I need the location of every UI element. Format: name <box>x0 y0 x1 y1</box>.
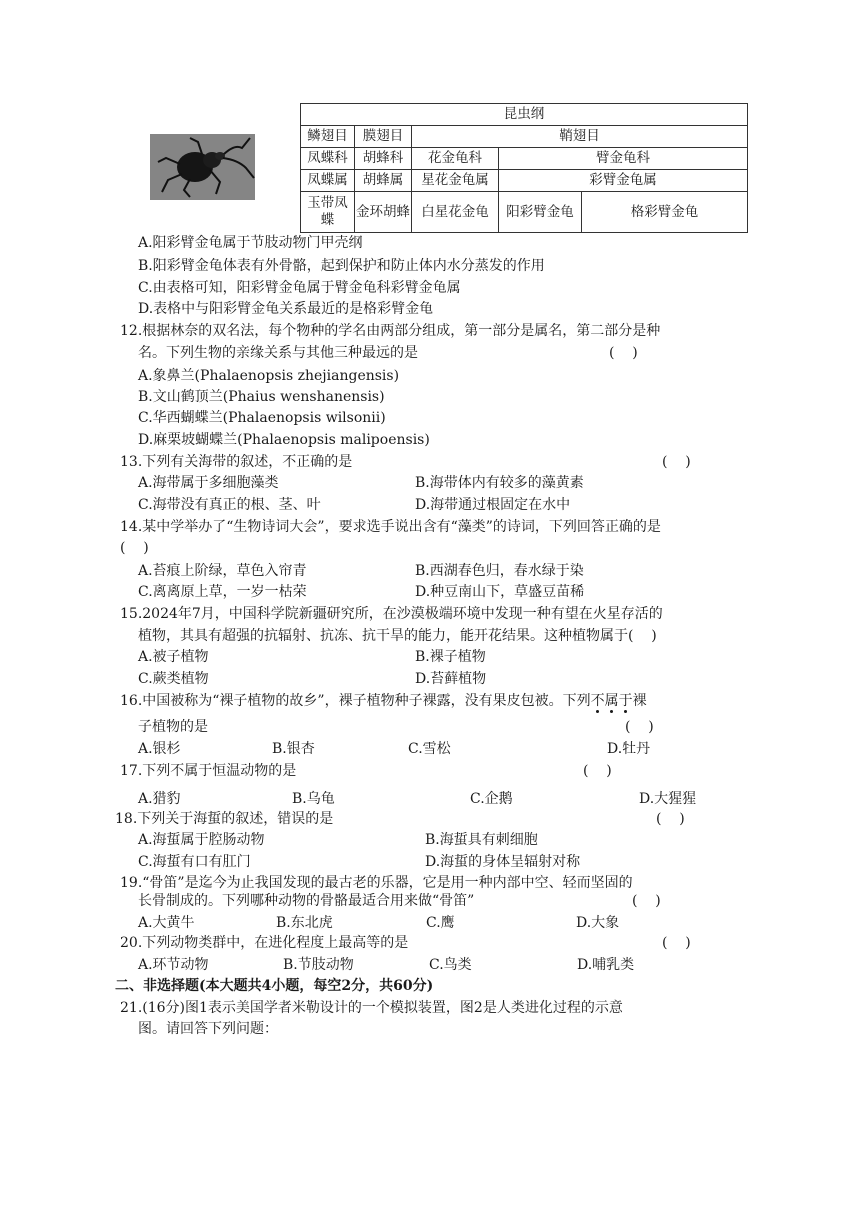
q16-stem-suffix: 裸 <box>632 693 647 709</box>
q19-answer-paren: ( ) <box>632 893 661 909</box>
q19-option-c: C.鹰 <box>426 915 455 931</box>
q20-option-d: D.哺乳类 <box>577 957 635 973</box>
beetle-image <box>150 134 255 200</box>
q16-emphasis <box>591 693 633 709</box>
q16-option-b: B.银杏 <box>272 741 315 757</box>
table-family-cell: 凤蝶科 <box>301 148 355 170</box>
q17-option-c: C.企鹅 <box>470 791 513 807</box>
q18-option-d: D.海蜇的身体呈辐射对称 <box>425 854 581 870</box>
q18-answer-paren: ( ) <box>656 811 685 827</box>
table-genus-cell: 彩臂金龟属 <box>499 170 748 192</box>
beetle-photo <box>150 134 255 200</box>
q20-stem: 20.下列动物类群中，在进化程度上最高等的是 <box>120 935 409 951</box>
q19-option-a: A.大黄牛 <box>138 915 195 931</box>
q15-option-c: C.蕨类植物 <box>138 671 209 687</box>
emphasis-dot-char: 于 <box>618 693 633 709</box>
q16-answer-paren: ( ) <box>625 719 654 735</box>
q11-option-d: D.表格中与阳彩臂金龟关系最近的是格彩臂金龟 <box>138 301 434 317</box>
q19-stem-line1: 19.“骨笛”是迄今为止我国发现的最古老的乐器，它是用一种内部中空、轻而坚固的 <box>120 875 633 891</box>
emphasis-dot-char: 属 <box>604 693 619 709</box>
q12-option-d: D.麻栗坡蝴蝶兰(Phalaenopsis malipoensis) <box>138 432 430 448</box>
q17-stem: 17.下列不属于恒温动物的是 <box>120 763 297 779</box>
table-genus-cell: 星花金龟属 <box>412 170 499 192</box>
q14-stem: 14.某中学举办了“生物诗词大会”，要求选手说出含有“藻类”的诗词，下列回答正确的是 <box>120 519 661 535</box>
q20-option-a: A.环节动物 <box>138 957 209 973</box>
q19-stem-line2: 长骨制成的。下列哪种动物的骨骼最适合用来做“骨笛” <box>138 893 475 909</box>
table-order-cell: 膜翅目 <box>355 126 412 148</box>
q17-option-b: B.乌龟 <box>292 791 335 807</box>
q12-stem-line2: 名。下列生物的亲缘关系与其他三种最远的是 <box>138 345 418 361</box>
q16-option-c: C.雪松 <box>408 741 451 757</box>
q12-option-b: B.文山鹤顶兰(Phaius wenshanensis) <box>138 389 385 405</box>
table-family-cell: 花金龟科 <box>412 148 499 170</box>
q12-option-c: C.华西蝴蝶兰(Phalaenopsis wilsonii) <box>138 410 386 426</box>
q14-answer-paren: ( ) <box>120 540 149 556</box>
q20-option-b: B.节肢动物 <box>283 957 354 973</box>
q15-option-a: A.被子植物 <box>138 649 209 665</box>
q17-option-a: A.猎豹 <box>138 791 181 807</box>
q16-stem-line2: 子植物的是 <box>138 719 208 735</box>
q13-option-b: B.海带体内有较多的藻黄素 <box>415 475 584 491</box>
q21-line2: 图。请回答下列问题： <box>138 1021 278 1037</box>
q14-option-c: C.离离原上草，一岁一枯荣 <box>138 584 307 600</box>
q14-option-d: D.种豆南山下，草盛豆苗稀 <box>415 584 585 600</box>
table-genus-cell: 凤蝶属 <box>301 170 355 192</box>
q17-option-d: D.大猩猩 <box>639 791 697 807</box>
q12-stem-line1: 12.根据林奈的双名法，每个物种的学名由两部分组成，第一部分是属名，第二部分是种 <box>120 323 661 339</box>
table-order-cell: 鞘翅目 <box>412 126 748 148</box>
q15-option-b: B.裸子植物 <box>415 649 486 665</box>
table-family-cell: 胡蜂科 <box>355 148 412 170</box>
q16-option-d: D.牡丹 <box>607 741 651 757</box>
q18-option-a: A.海蜇属于腔肠动物 <box>138 832 265 848</box>
table-family-cell: 臂金龟科 <box>499 148 748 170</box>
q18-option-c: C.海蜇有口有肛门 <box>138 854 251 870</box>
q15-option-d: D.苔藓植物 <box>415 671 487 687</box>
q11-option-c: C.由表格可知，阳彩臂金龟属于臂金龟科彩臂金龟属 <box>138 280 461 296</box>
table-genus-cell: 胡蜂属 <box>355 170 412 192</box>
q11-option-b: B.阳彩臂金龟体表有外骨骼，起到保护和防止体内水分蒸发的作用 <box>138 258 545 274</box>
q20-option-c: C.鸟类 <box>429 957 472 973</box>
q13-option-c: C.海带没有真正的根、茎、叶 <box>138 497 321 513</box>
q13-option-a: A.海带属于多细胞藻类 <box>138 475 279 491</box>
q18-stem: 18.下列关于海蜇的叙述，错误的是 <box>115 811 334 827</box>
q13-option-d: D.海带通过根固定在水中 <box>415 497 571 513</box>
table-species-cell: 玉带凤蝶 <box>301 192 355 233</box>
q17-answer-paren: ( ) <box>583 763 612 779</box>
q21-line1: 21.(16分)图1表示美国学者米勒设计的一个模拟装置，图2是人类进化过程的示意 <box>120 1000 623 1016</box>
table-order-cell: 鳞翅目 <box>301 126 355 148</box>
q20-answer-paren: ( ) <box>662 935 691 951</box>
q15-stem-line1: 15.2024年7月，中国科学院新疆研究所，在沙漠极端环境中发现一种有望在火星存活的 <box>120 606 663 622</box>
q12-answer-paren: ( ) <box>609 345 638 361</box>
table-species-cell: 格彩臂金龟 <box>582 192 748 233</box>
q16-option-a: A.银杉 <box>138 741 181 757</box>
q12-option-a: A.象鼻兰(Phalaenopsis zhejiangensis) <box>138 368 400 384</box>
table-species-cell: 金环胡蜂 <box>355 192 412 233</box>
q16-stem-prefix: 16.中国被称为“裸子植物的故乡”，裸子植物种子裸露，没有果皮包被。下列 <box>120 693 591 709</box>
table-class-cell: 昆虫纲 <box>301 104 748 126</box>
taxonomy-table <box>300 103 748 233</box>
q13-answer-paren: ( ) <box>662 454 691 470</box>
section2-heading: 二、非选择题(本大题共4小题，每空2分，共60分) <box>115 978 434 994</box>
q14-option-a: A.苔痕上阶绿，草色入帘青 <box>138 563 307 579</box>
q15-stem-line2: 植物，其具有超强的抗辐射、抗冻、抗干旱的能力，能开花结果。这种植物属于( ) <box>138 628 657 644</box>
table-species-cell: 白星花金龟 <box>412 192 499 233</box>
q11-option-a: A.阳彩臂金龟属于节肢动物门甲壳纲 <box>138 235 363 251</box>
q16-stem-line1 <box>120 691 647 711</box>
q19-option-b: B.东北虎 <box>276 915 333 931</box>
q19-option-d: D.大象 <box>576 915 620 931</box>
q13-stem: 13.下列有关海带的叙述，不正确的是 <box>120 454 353 470</box>
q14-option-b: B.西湖春色归，春水绿于染 <box>415 563 584 579</box>
q18-option-b: B.海蜇具有刺细胞 <box>425 832 538 848</box>
table-species-cell: 阳彩臂金龟 <box>499 192 582 233</box>
emphasis-dot-char: 不 <box>590 693 605 709</box>
